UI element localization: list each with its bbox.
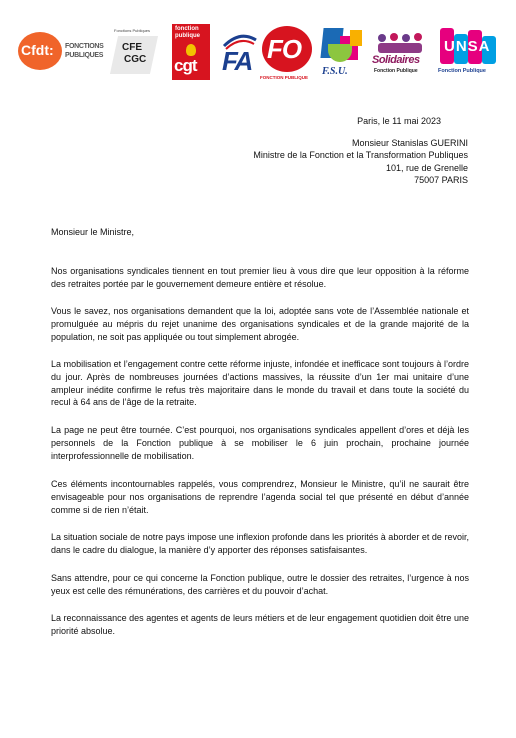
body-paragraph: La situation sociale de notre pays impose une inflexion profonde dans les priorités à aborder et de revoir, dans le cadre du dialogue, la manière d’y apporter des réponses satisfaisantes.: [51, 532, 469, 555]
recipient-line: Ministre de la Fonction et la Transformation Publiques: [253, 150, 468, 161]
salutation: Monsieur le Ministre,: [51, 227, 135, 237]
body-paragraph: La reconnaissance des agentes et agents de leurs métiers et de leur engagement quotidien doit être une priorité absolue.: [51, 613, 469, 636]
fa-logo: FA: [220, 30, 260, 78]
body-paragraph: La page ne peut être tournée. C’est pourquoi, nos organisations syndicales appellent d’ores et déjà les personnels de la Fonction publique à se mobiliser le 6 juin prochain, prochaine journée interprofessionnelle de mobilisation.: [51, 425, 469, 461]
body-paragraph: Vous le savez, nos organisations demandent que la loi, adoptée sans vote de l’Assemblée nationale et promulguée au mépris du rejet unanime des organisations syndicales et de la grande majorité de la population, ne soit pas appliquée ou tout simplement abrogée.: [51, 306, 469, 342]
recipient-address: [168, 137, 468, 187]
cgt-logo: fonction publique cgt: [172, 24, 210, 80]
body-paragraph: Sans attendre, pour ce qui concerne la Fonction publique, outre le dossier des retraites, l’urgence à nos yeux est celle des rémunérations, des carrières et du pouvoir d’achat.: [51, 573, 469, 596]
fsu-logo: F.S.U.: [318, 26, 370, 82]
cfe-cgc-logo: Fonctions Publiques CFE CGC: [110, 28, 162, 76]
unsa-logo: UNSA Fonction Publique: [438, 28, 498, 82]
cfdt-logo: Cfdt: FONCTIONS PUBLIQUES: [18, 32, 126, 72]
recipient-line: 75007 PARIS: [414, 175, 468, 186]
union-logos: [0, 20, 516, 90]
fo-logo: FO FONCTION PUBLIQUE: [260, 26, 316, 82]
letter-date: Paris, le 11 mai 2023: [357, 116, 441, 126]
solidaires-logo: Solidaires Fonction Publique: [372, 32, 428, 78]
body-paragraph: Ces éléments incontournables rappelés, vous comprendrez, Monsieur le Ministre, qu’il ne saurait être envisageable pour nos organisations de reprendre l’agenda social tel que présenté en début d’année comme si de rien n’était.: [51, 479, 469, 515]
body-paragraph: La mobilisation et l’engagement contre cette réforme injuste, infondée et inefficace sont toujours à l’ordre du jour. Après de nombreuses journées d’actions massives, la réussite d’un 1er mai unitaire d’une ampleur inédite confirme le refus très majoritaire dans le monde du travail et dans toute la société du recul à 64 ans de l’âge de la retraite.: [51, 359, 469, 408]
recipient-line: Monsieur Stanislas GUERINI: [351, 138, 468, 148]
recipient-line: 101, rue de Grenelle: [385, 162, 468, 173]
people-icon: [374, 32, 426, 56]
body-paragraph: Nos organisations syndicales tiennent en tout premier lieu à vous dire que leur opposition à la réforme des retraites portée par le gouvernement demeure entière et résolue.: [51, 266, 469, 289]
